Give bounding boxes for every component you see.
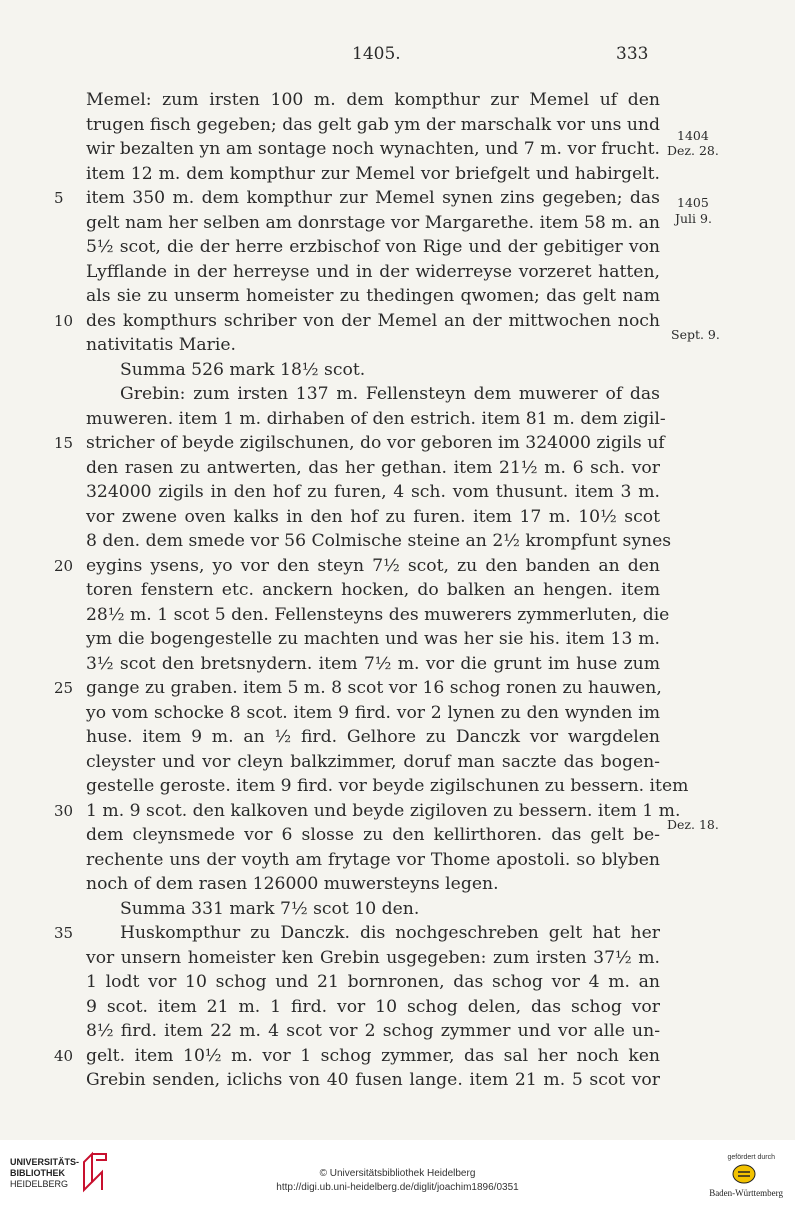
line-text: Memel: zum irsten 100 m. dem kompthur zur Memel uf den [86,90,660,110]
margin-note-year-1404: 1404 [677,128,709,143]
text-line [86,235,660,260]
footer [0,1140,795,1205]
line-text: muweren. item 1 m. dirhaben of den estrich. item 81 m. dem zigil- [86,408,666,429]
text-line [54,431,665,456]
line-number: 10 [54,311,74,330]
text-line [86,970,660,995]
logo-line-2: BIBLIOTHEK [10,1168,65,1178]
coat-of-arms-icon [731,1163,757,1185]
line-text: Grebin: zum irsten 137 m. Fellensteyn dem muwerer of das [120,384,660,404]
text-line [86,456,660,481]
line-text: Lyfflande in der herreyse und in der widerreyse vorzeret hatten, [86,261,660,282]
text-line [86,823,660,848]
text-line [86,627,660,652]
line-text: gange zu graben. item 5 m. 8 scot vor 16 schog ronen zu hauwen, [86,678,662,698]
line-text: vor unsern homeister ken Grebin usgegeben: zum irsten 37½ m. [86,947,660,968]
text-line [86,750,660,775]
line-text: gelt nam her selben am donrstage vor Margarethe. item 58 m. an [86,212,660,233]
text-line [86,358,660,383]
line-text: Huskompthur zu Danczk. dis nochgeschreben gelt hat her [120,923,660,943]
text-line [54,799,681,824]
text-line [86,137,660,162]
text-line [86,701,660,726]
text-line [86,382,660,407]
margin-note-year-1405: 1405 [677,195,709,210]
text-line [54,676,662,701]
permalink[interactable]: http://digi.ub.uni-heidelberg.de/diglit/joachim1896/0351 [276,1182,519,1193]
line-text: vor zwene oven kalks in den hof zu furen. item 17 m. 10½ scot [86,506,660,527]
line-text: 9 scot. item 21 m. 1 fird. vor 10 schog delen, das schog vor [86,996,660,1017]
line-text: Summa 331 mark 7½ scot 10 den. [120,898,420,919]
line-text: eygins ysens, yo vor den steyn 7½ scot, zu den banden an den [86,555,660,576]
line-text: item 12 m. dem kompthur zur Memel vor briefgelt und habirgelt. [86,163,660,184]
line-text: 324000 zigils in den hof zu furen, 4 sch. vom thusunt. item 3 m. [86,482,660,502]
text-line [54,554,660,579]
line-text: Summa 526 mark 18½ scot. [120,359,366,380]
line-text: 8½ fird. item 22 m. 4 scot vor 2 schog zymmer und vor alle un- [86,1021,660,1041]
line-text: nativitatis Marie. [86,335,236,355]
line-text: noch of dem rasen 126000 muwersteyns legen. [86,874,499,894]
margin-note-dez-18: Dez. 18. [667,817,719,832]
margin-note-dez-28: Dez. 28. [667,143,719,158]
text-line [54,921,660,946]
text-line [86,284,660,309]
text-line [86,603,670,628]
line-text: trugen fisch gegeben; das gelt gab ym der marschalk vor uns und [86,114,661,135]
text-line [86,260,660,285]
line-text: gestelle geroste. item 9 fird. vor beyde zigilschunen zu bessern. item [86,776,689,796]
line-text: 28½ m. 1 scot 5 den. Fellensteyns des muwerers zymmerluten, die [86,604,670,625]
text-line [86,162,660,187]
line-text: stricher of beyde zigilschunen, do vor geboren im 324000 zigils uf [86,433,665,453]
line-number: 20 [54,556,74,575]
margin-note-sept-9: Sept. 9. [671,327,720,342]
line-text: huse. item 9 m. an ½ fird. Gelhore zu Danczk vor wargdelen [86,727,660,747]
text-line [86,480,660,505]
text-line [86,529,672,554]
line-number: 30 [54,801,74,820]
line-number: 35 [54,924,74,942]
text-line [54,309,660,334]
margin-note-juli-9: Juli 9. [675,211,712,226]
text-line [86,113,660,138]
text-line [54,1044,660,1069]
logo-line-3: HEIDELBERG [10,1179,69,1189]
text-line [86,725,660,750]
text-line [54,186,660,211]
line-text: wir bezalten yn am sontage noch wynachten, und 7 m. vor frucht. [86,139,660,159]
line-number: 15 [54,434,74,452]
line-text: gelt. item 10½ m. vor 1 schog zymmer, das sal her noch ken [86,1045,660,1066]
line-number: 5 [54,189,64,207]
funding-label: gefördert durch [727,1154,775,1161]
line-text: 1 lodt vor 10 schog und 21 bornronen, das schog vor 4 m. an [86,972,660,992]
page-number: 333 [616,44,649,64]
text-line [86,407,666,432]
text-line [86,333,660,358]
logo-line-1: UNIVERSITÄTS- [10,1157,80,1167]
line-text: 3½ scot den bretsnydern. item 7½ m. vor die grunt im huse zum [86,653,660,674]
line-text: rechente uns der voyth am frytage vor Thome apostoli. so blyben [86,849,660,870]
text-line [86,872,660,897]
copyright-notice: © Universitätsbibliothek Heidelberg [319,1168,476,1179]
line-text: 8 den. dem smede vor 56 Colmische steine an 2½ krompfunt synes [86,531,672,551]
line-text: yo vom schocke 8 scot. item 9 fird. vor 2 lynen zu den wynden im [86,702,660,723]
text-line [86,1068,660,1093]
header-year: 1405. [352,44,401,64]
text-line [86,897,660,922]
text-line [86,946,660,971]
line-text: 1 m. 9 scot. den kalkoven und beyde zigiloven zu bessern. item 1 m. [86,800,681,821]
text-line [86,505,660,530]
line-text: Grebin senden, iclichs von 40 fusen lange. item 21 m. 5 scot vor [86,1070,660,1090]
line-number: 40 [54,1046,74,1065]
line-text: toren fenstern etc. anckern hocken, do balken an hengen. item [86,580,660,600]
text-line [86,211,660,236]
text-line [86,578,660,603]
line-text: ym die bogengestelle zu machten und was her sie his. item 13 m. [86,629,660,649]
text-line [86,1019,660,1044]
line-text: dem cleynsmede vor 6 slosse zu den kellirthoren. das gelt be- [86,825,660,845]
text-line [86,848,660,873]
line-text: des kompthurs schriber von der Memel an der mittwochen noch [86,310,660,331]
text-line [86,995,660,1020]
line-text: den rasen zu antwerten, das her gethan. item 21½ m. 6 sch. vor [86,457,660,478]
text-line [86,88,660,113]
text-body [54,88,689,1093]
text-line [86,774,689,799]
text-line [86,652,660,677]
line-text: 5½ scot, die der herre erzbischof von Rige und der gebitiger von [86,237,660,257]
line-text: item 350 m. dem kompthur zur Memel synen zins gegeben; das [86,188,660,208]
line-text: als sie zu unserm homeister zu thedingen qwomen; das gelt nam [86,286,660,306]
line-number: 25 [54,679,74,697]
line-text: cleyster und vor cleyn balkzimmer, doruf man saczte das bogen- [86,751,660,772]
funder-name: Baden-Württemberg [709,1188,783,1198]
